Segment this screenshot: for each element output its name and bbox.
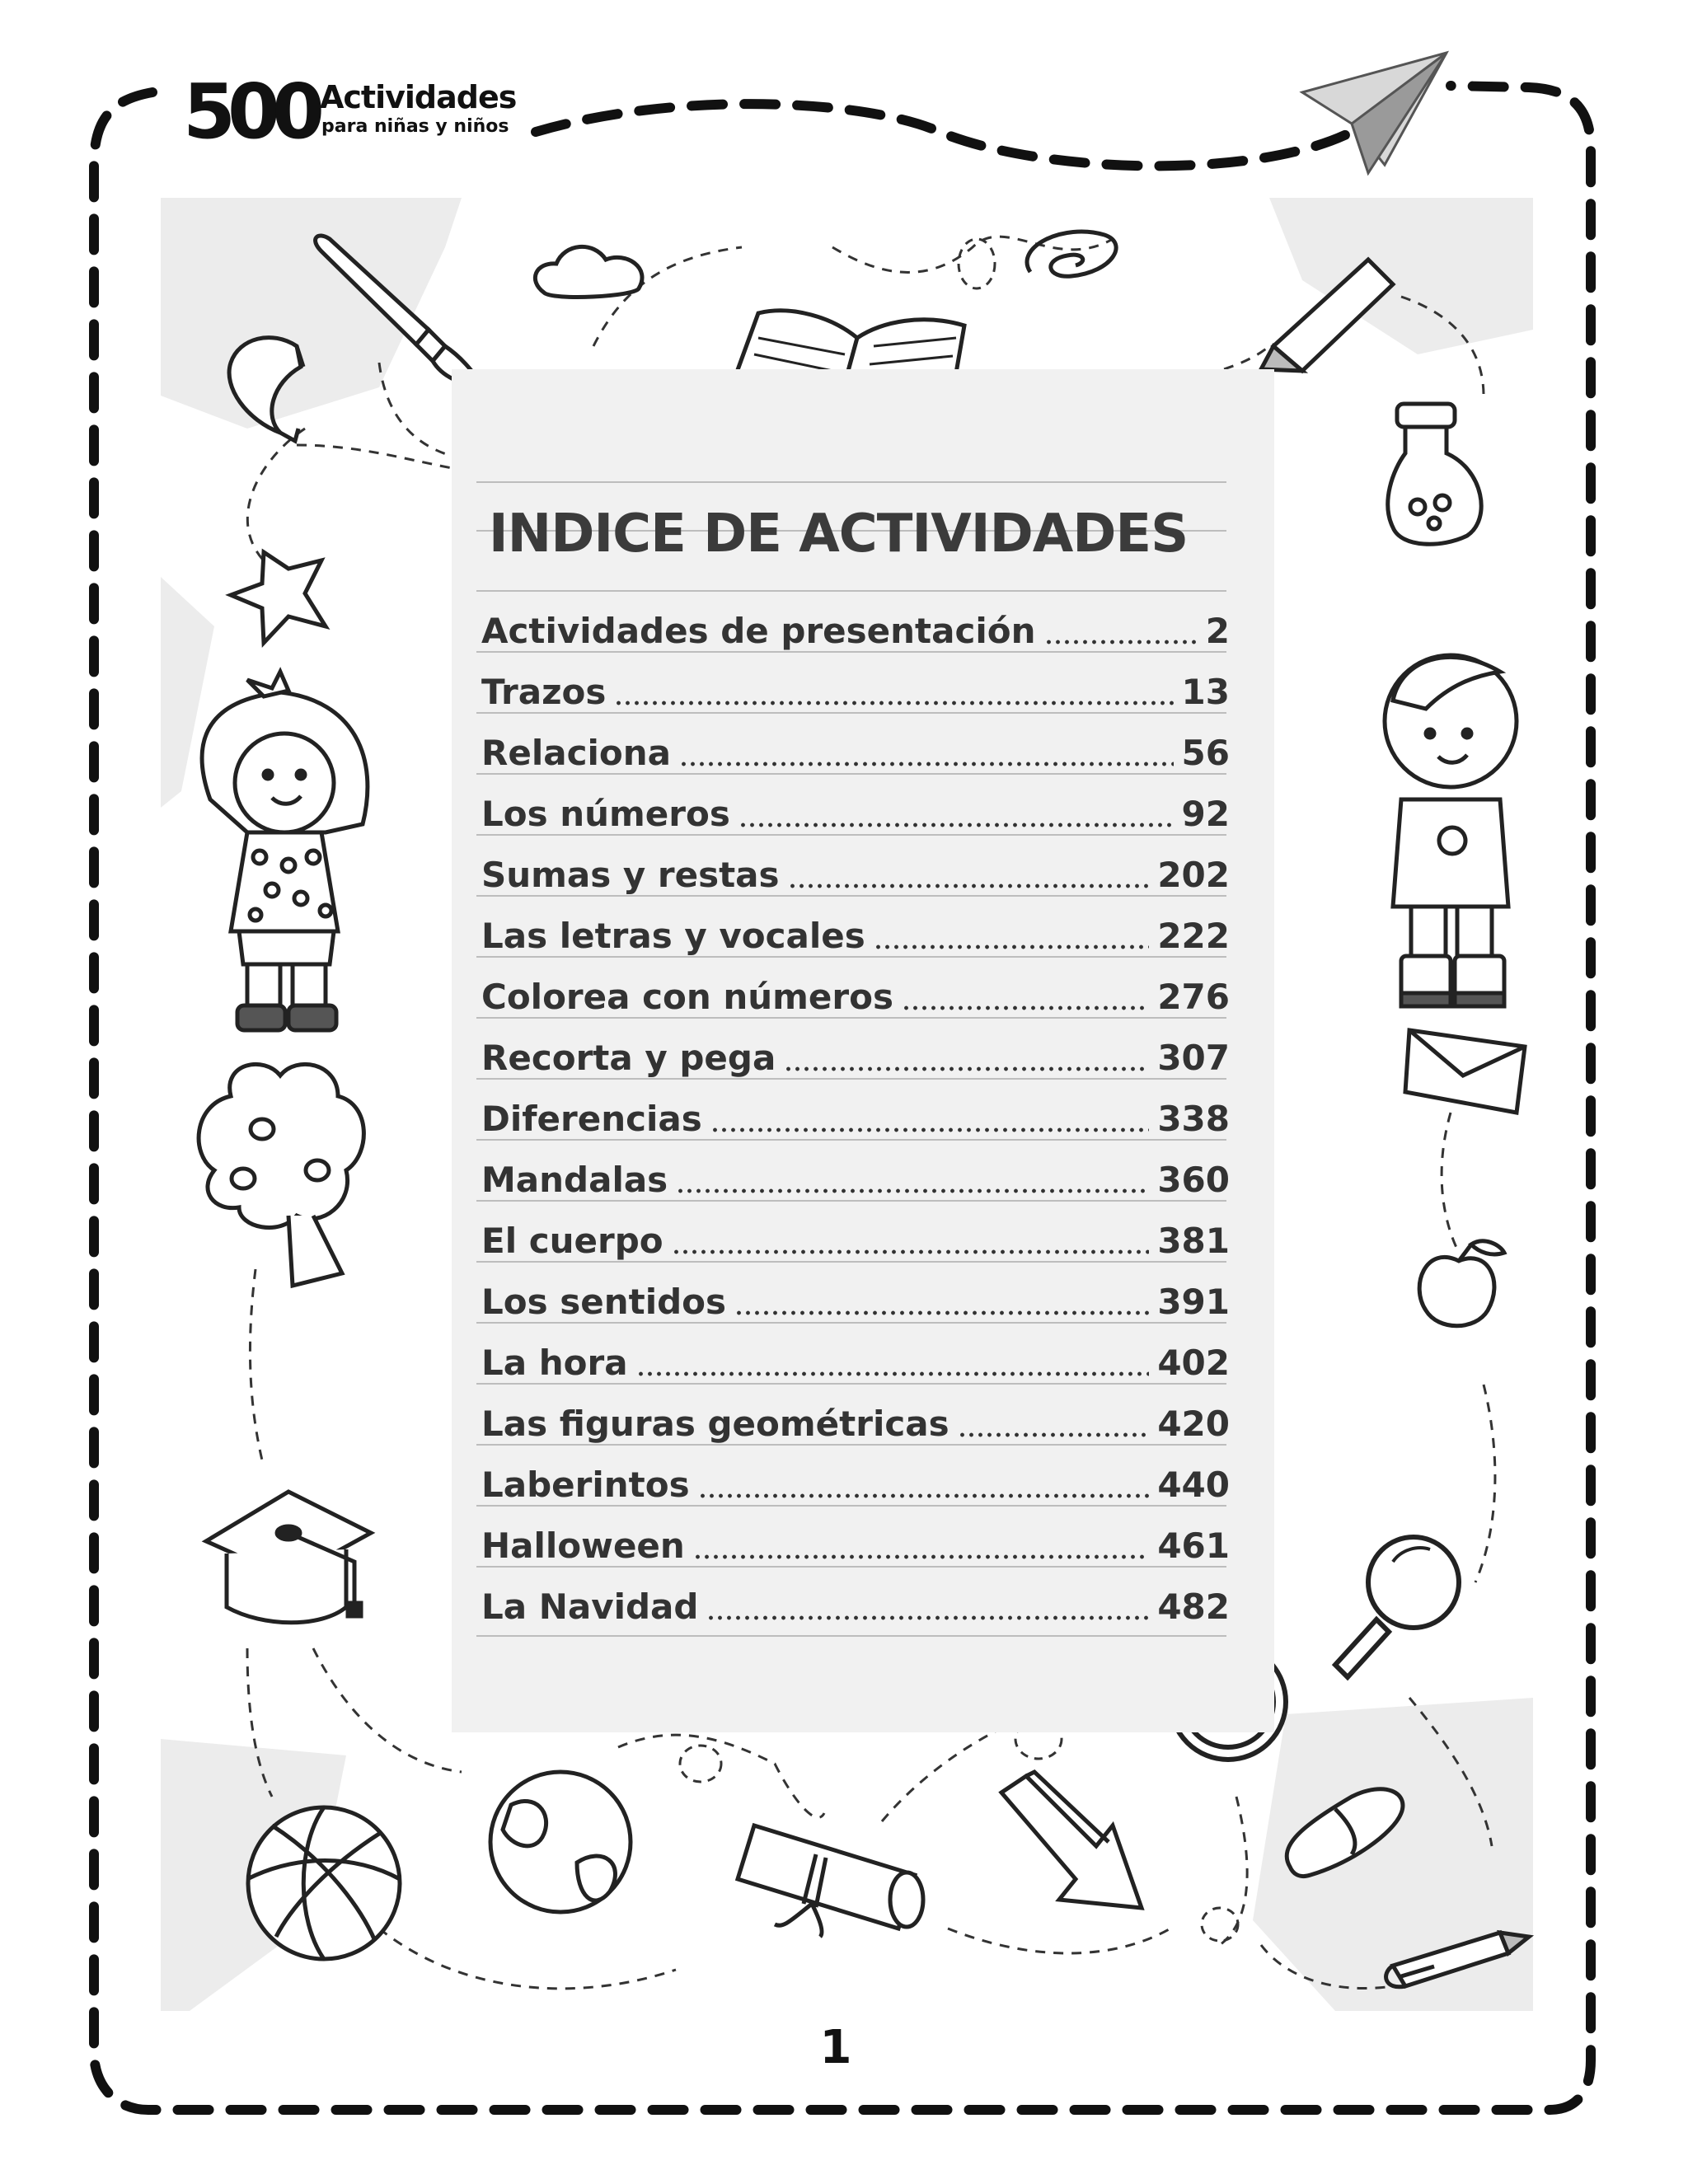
toc-entry-label: Colorea con números — [481, 977, 893, 1017]
toc-entry-label: Mandalas — [481, 1160, 668, 1200]
toc-dot-leader — [958, 1432, 1150, 1437]
toc-entry-label: Recorta y pega — [481, 1038, 776, 1078]
toc-dot-leader — [679, 762, 1174, 766]
paper-rule-line — [476, 590, 1226, 592]
toc-entry-page: 420 — [1157, 1404, 1230, 1444]
graduation-cap-icon — [206, 1492, 371, 1623]
toc-entry-page: 482 — [1157, 1586, 1230, 1627]
toc-dot-leader — [676, 1188, 1149, 1193]
toc-entry-page: 276 — [1157, 977, 1230, 1017]
toc-entry[interactable] — [481, 1081, 1230, 1142]
toc-dot-leader — [734, 1310, 1149, 1315]
toc-entry-page: 381 — [1157, 1221, 1230, 1261]
toc-entry-label: Trazos — [481, 672, 607, 712]
envelope-icon — [1405, 1030, 1525, 1113]
toc-dot-leader — [614, 701, 1173, 705]
toc-entry-page: 461 — [1157, 1526, 1230, 1566]
toc-entry[interactable] — [481, 1325, 1230, 1386]
brand-title: Actividades — [320, 79, 517, 115]
toc-entry-page: 391 — [1157, 1282, 1230, 1322]
toc-entry-page: 440 — [1157, 1465, 1230, 1505]
toc-dot-leader — [1044, 640, 1198, 644]
toc-entry[interactable] — [481, 1020, 1230, 1081]
flask-icon — [1388, 404, 1481, 544]
toc-entry-page: 402 — [1157, 1343, 1230, 1383]
toc-entry[interactable] — [481, 1203, 1230, 1264]
toc-entry-label: La Navidad — [481, 1586, 699, 1627]
toc-entry-page: 13 — [1181, 672, 1230, 712]
toc-entry[interactable] — [481, 715, 1230, 776]
apple-icon — [1419, 1241, 1504, 1326]
toc-entry-page: 2 — [1205, 611, 1230, 651]
toc-dot-leader — [706, 1615, 1149, 1620]
boy-icon — [1385, 655, 1517, 1006]
toc-dot-leader — [698, 1493, 1150, 1498]
toc-entry[interactable] — [481, 1386, 1230, 1447]
toc-dot-leader — [693, 1554, 1150, 1559]
brand-number: 500 — [183, 68, 317, 156]
toc-entry-label: Sumas y restas — [481, 855, 780, 895]
arrow-icon — [1001, 1772, 1142, 1908]
toc-entry-page: 202 — [1157, 855, 1230, 895]
toc-dot-leader — [710, 1127, 1150, 1132]
spiral-icon — [1027, 232, 1116, 276]
toc-dot-leader — [672, 1249, 1150, 1254]
page-title: INDICE DE ACTIVIDADES — [488, 504, 1189, 565]
toc-entry-page: 360 — [1157, 1160, 1230, 1200]
toc-entry-label: Diferencias — [481, 1099, 702, 1139]
toc-dot-leader — [788, 883, 1150, 888]
page-number: 1 — [819, 2021, 852, 2074]
star-icon — [231, 552, 326, 643]
toc-dot-leader — [874, 944, 1150, 949]
toc-entry-page: 92 — [1181, 794, 1230, 834]
paper-rule-line — [476, 481, 1226, 483]
diploma-icon — [738, 1825, 923, 1937]
toc-entry[interactable] — [481, 776, 1230, 837]
toc-dot-leader — [738, 823, 1174, 827]
toc-entry[interactable] — [481, 1447, 1230, 1508]
toc-entry[interactable] — [481, 593, 1230, 654]
toc-entry-page: 56 — [1181, 733, 1230, 773]
toc-entry[interactable] — [481, 898, 1230, 959]
toc-entry-label: Los números — [481, 794, 730, 834]
brand-subtitle: para niñas y niños — [321, 116, 509, 137]
toc-entry-label: La hora — [481, 1343, 628, 1383]
paper-plane-icon — [1302, 53, 1447, 173]
cloud-icon — [535, 246, 642, 297]
toc-entry[interactable] — [481, 654, 1230, 715]
toc-entry-page: 338 — [1157, 1099, 1230, 1139]
toc-entry-label: Actividades de presentación — [481, 611, 1036, 651]
toc-entry-label: Los sentidos — [481, 1282, 727, 1322]
toc-entry[interactable] — [481, 959, 1230, 1020]
toc-entry[interactable] — [481, 1142, 1230, 1203]
tree-icon — [199, 1064, 363, 1286]
magnifier-icon — [1335, 1537, 1459, 1677]
toc-dot-leader — [784, 1066, 1149, 1071]
toc-entry-label: Relaciona — [481, 733, 671, 773]
toc-entry-label: Halloween — [481, 1526, 685, 1566]
toc-entry[interactable] — [481, 1569, 1230, 1630]
paper-rule-line — [476, 1635, 1226, 1637]
toc-dot-leader — [902, 1005, 1149, 1010]
basketball-icon — [247, 1807, 400, 1959]
girl-icon — [202, 672, 368, 1030]
toc-entry[interactable] — [481, 1508, 1230, 1569]
dashed-top-wave — [536, 104, 1352, 166]
toc-entry[interactable] — [481, 1264, 1230, 1325]
toc-entry-label: Las figuras geométricas — [481, 1404, 950, 1444]
toc-entry[interactable] — [481, 837, 1230, 898]
toc-entry-page: 222 — [1157, 916, 1230, 956]
toc-entry-label: El cuerpo — [481, 1221, 663, 1261]
toc-entry-label: Laberintos — [481, 1465, 690, 1505]
toc-dot-leader — [636, 1371, 1150, 1376]
toc-entry-page: 307 — [1157, 1038, 1230, 1078]
globe-icon — [490, 1772, 631, 1912]
toc-entry-label: Las letras y vocales — [481, 916, 865, 956]
